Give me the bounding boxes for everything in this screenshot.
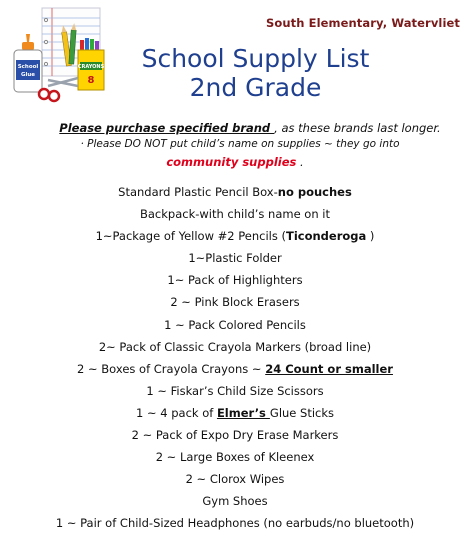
glue-bottle-icon (14, 34, 42, 92)
svg-text:Glue: Glue (20, 72, 36, 78)
list-item: 2~ Pack of Classic Crayola Markers (broad line) (98, 339, 372, 354)
scissors-icon (39, 78, 78, 101)
list-item: 1~Plastic Folder (188, 251, 282, 266)
title-line-1: School Supply List (141, 44, 370, 73)
school-name: South Elementary, Watervliet (265, 16, 460, 30)
svg-text:School: School (17, 64, 39, 70)
community-supplies-text: community supplies (166, 155, 297, 169)
list-item: 1~Package of Yellow #2 Pencils (Ticonderoga ) (95, 229, 375, 244)
list-item: 1 ~ Fiskar’s Child Size Scissors (146, 383, 324, 398)
brand-note (40, 121, 460, 135)
list-item: 2 ~ Pink Block Erasers (170, 295, 300, 310)
brand-note-rest: , as these brands last longer. (274, 121, 441, 135)
list-item: 2 ~ Large Boxes of Kleenex (155, 450, 315, 465)
list-item: 1 ~ Pair of Child-Sized Headphones (no earbuds/no bluetooth) (55, 516, 415, 531)
supply-list (0, 181, 470, 535)
brand-note-emphasis: Please purchase specified brand (59, 121, 275, 135)
school-supplies-clipart (8, 6, 120, 104)
title-line-2: 2nd Grade (189, 73, 322, 102)
list-item: 1 ~ Pack Colored Pencils (164, 317, 306, 332)
list-item: Gym Shoes (202, 494, 268, 509)
list-item: Standard Plastic Pencil Box-no pouches (118, 185, 352, 199)
crayons-box-icon (78, 38, 105, 90)
list-item: Backpack-with child’s name on it (139, 207, 330, 222)
community-note-period: . (300, 155, 304, 169)
list-item: 1~ Pack of Highlighters (167, 273, 303, 288)
community-note (150, 155, 320, 169)
svg-text:8: 8 (87, 75, 95, 86)
page-title (118, 44, 393, 102)
list-item: 2 ~ Boxes of Crayola Crayons ~ 24 Count or smaller (77, 361, 393, 376)
list-item: 1 ~ 4 pack of Elmer’s Glue Sticks (135, 405, 335, 420)
svg-text:CRAYONS: CRAYONS (77, 64, 105, 70)
name-note: · Please DO NOT put child’s name on supplies ~ they go into (80, 138, 400, 150)
list-item: 2 ~ Clorox Wipes (185, 472, 285, 487)
list-item: 2 ~ Pack of Expo Dry Erase Markers (131, 428, 339, 443)
